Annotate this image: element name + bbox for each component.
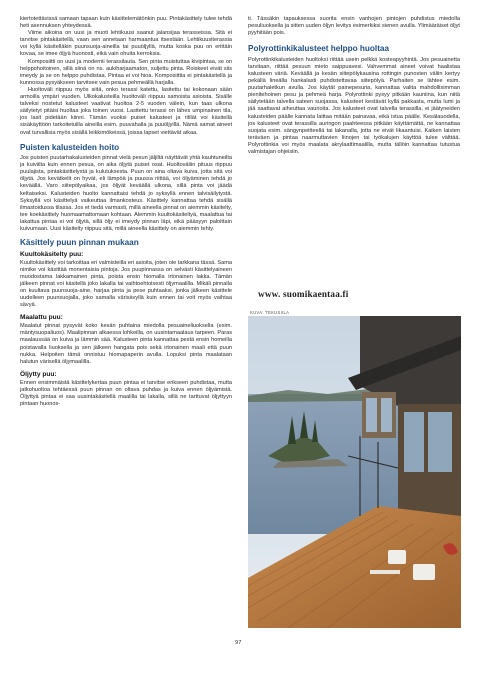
subheading-painted-wood: Maalattu puu:: [20, 314, 63, 322]
terrace-photo: [248, 316, 461, 628]
section-heading-polyrattan: Polyrottinkikalusteet helppo huoltaa: [248, 44, 390, 54]
website-url[interactable]: www. suomikaentaa.fi: [258, 289, 349, 299]
subheading-stained-wood: Kuultokäsitelty puu:: [20, 250, 84, 258]
right-column: [248, 16, 460, 156]
subheading-oiled-wood: Öljytty puu:: [20, 370, 57, 378]
intro-paragraph-3: Komposiitti on uusi ja modernii terassilauta. Sen pinta muistuttaa kivipintaa, se on helppohoitoinen, sillä siinä on ns. aukiharjaamaton, suljettu pinta. Roiskeet eivät siis imeydy ja se on helppo puhdistaa. Pintaa ei voi hioa. Komposiittia ei pintakäsitellä ja kunnossa pysyäkseen tarvitsee vain pesua pehmeällä harjalla.: [20, 58, 232, 86]
body-oiled-wood: Ennen ensimmäistä käsittelykertaa puun pintaa ei tarvitse erikseen puhdistaa, mutta jatkohuoltoa tehtäessä puun pinnan on oltava puhdas ja kuiva ennen öljyämistä. Öljyttyä pintaa ei saa uusintakäsitellä maalilla tai lakalla, sillä ne tarttuvat öljyttyyn pintaan huonos-: [20, 379, 232, 408]
section-body-polyrattan: Polyrottinkikalusteiden huoltoksi riittää usein pelkkä kosteapyyhintä. Jos pesuainetta tarvitaan, riittää pesuun mieto saippuavesi. Vahvemmat aineet voivat haalistaa kalusteen väriä. Keväällä ja kesän siitepölykausina rottingin punosten väliin kertyy pekällä lineälla hankalasti puhdistettavaa siitepölyä. Parhaiten se lähtee esim. puutarhaletkun avulla. Jos käytät painepesuria, kannattaa valita mahdollisimman pienitehoinen pesu ja pehmeä harja. Polyrottinki pysyy pitkään kauniina, kun niitä säilytetään talvella sateen suojassa, kalusteet kestävät kyllä pakkasta, mutta lumi ja jää saattavat aiheuttaa vaurioita. Jos kalusteet ovat talvella terassilla, ei jäätyneiden kalusteiden päälle kannata laittaa mitään painavaa, eikä istua päälle. Kesälauodella, jos kalusteet ovat terassilla auringon paahteessa pitkään käyttämättä, ne kannattaa suojata esim. sängynpeitteellä tai lakanalla, jotta ne eivät likaantuisi. Kaiken laisten teräväen ja pintaa naarmuttavien liinojen tai työkalujen käyttöä tulee välttää. Polyrottinkia voi myös maalata akrylaattimaalilla, mutta tällöin kannattaa tutustua valmistajan ohjeisiin.: [248, 56, 460, 155]
section-heading-treatment-by-surface: Käsittely puun pinnan mukaan: [20, 238, 139, 248]
body-stained-wood: Kuultokäsittely voi tarkoittaa eri valmisteilla eri asioita, joten ole tarkkana tässä. Sama nimike voi käsittää monentaisia pintoja. Jos puupinnassa on selvästi käsittelyaineen muodostama lakkamainen pinta, poista ensin hiomalla irtonainen lakka. Tämän jälkeen pinnat voi käsitellä joko lakalla tai vaihtoehtoisesti öljymaalilla. Mikäli pinnalla on kuultava puunsuoja-aine, harjaa pinta ja pese puhtaaksi, jonka jälkeen käsittele uudelleen puunsuojalla, joko samalla värisävyllä kuin ennen tai voit myös vaihtaa sävyä.: [20, 259, 232, 309]
page-number: 97: [235, 640, 242, 646]
body-painted-wood: Maalatut pinnat pysyvät koko kesän puhtaina miedolla pesuaineliuoksella (esim. mäntysuopaliuos). Maalipinnan alkaessa lohkeilla, on uusintamaalaus tarpeen. Paras maalaussää on kuiva ja lämmin sää. Kalusteen pinta kannattaa pestä ensin homeilla poistavalla liuoksella ja sen jälkeen hangata pois sekä irtonainen maali että puun nukka. Helpoiten tämä onnistuu hiomapaperin avulla. Lopuksi pinta maalataan halutun värisellä öljymaalilla.: [20, 323, 232, 365]
section-heading-furniture-care: Puisten kalusteiden hoito: [20, 142, 120, 152]
intro-paragraph-1: kiertotettävissä samaan tapaan kuin käsittelemätönkin puu. Pintakäsittely tulee tehdä heti asennuksen yhteydessä.: [20, 16, 232, 30]
intro-paragraph-4: Huoltoväli riippuu myös siitä, onko terassi katettu, lasitettu tai kokonaan sään armoilla ympäri vuoden. Ulkokalusteilla huoltoväli riippuu samoista asioista. Sisälle talveksi nostetut kalusteet vaativat huoltoa 2-5 vuoden välein, kun taas ulkona säilytetyt pitäisi huoltaa joka toinen vuosi. Lasitettu terassi on lähes umpinainen tila, jos lasit pidetään kiinni. Tämän vuoksi puiset kalusteet ja ritilät voi käsitellä sisäkäyttöön tarkoitetuilla aineilla esim. puuvahalla ja puuöljyillä. Nämä samat aineet ovat turvallisia myös sisällä leikkimökeissä, joissa lapset viettävät aikaa.: [20, 86, 232, 136]
left-column: [20, 16, 232, 408]
section-body-furniture-care: Jos puisten puutarhakalusteiden pinnat vielä pesun jäljiltä näyttävät yhtä kauhtuneilta ja kuiviilta kuin ennen pesua, on aika öljytä puiset osat. Huoltoväliin pituus riippuu puulajista, pintakäsittelystä ja kulutuksesta. Puun on aina oltava kuiva, jotta sitä voi öljytä. Jos kevätkelit on hyvät, eli lämpöä ja puussa riittää, voi öljyäminen tehdä jo keväällä. Varo siitepölyaikaa, jos öljyät keväällä ulkona, sillä pinta voi jäädä keltaiseksi. Kalusteiden huolto kannattaisi tehdä jo syksyllä ennen talvisäilytystä. Syksyllä voi käsittelyä vaikeuttaa ilmankosteus. Käsittely kannattaa tehdä sisällä ilmastoidussa tilassa. Jos et tiedä varmasti, millä aineella pinnat on aiemmin käsitelty, tee koekäsittely huomaamattomaan kohtaan. Alemmin kuultokäsiteltyä, maalattua tai lakattua pintaa ei voi öljytä, sillä öljy ei imeydy pinnan läpi, eikä pääsyyn paloittain kuivumaan. Uusi käsitelty riippuu sitä, millä aineella käsittely on aiemmin tehty.: [20, 155, 232, 233]
photo-credit: KUVA: TEKUSIILA: [250, 310, 290, 315]
terrace-lake-illustration: [248, 316, 461, 628]
right-intro-paragraph: ti. Tässäkin tapauksessa suorita ensin vanhojen pintojen puhdistus miedolla pesuliuoksella ja sitten uuden öljyn levitys esimerkiksi sienen avulla. Ylimääräiset öljyt pyyhitään pois.: [248, 16, 460, 37]
intro-paragraph-2: Viime aikoina on uusi ja muoti lehtikuusi saanut jalansijaa terasseissa. Sitä ei tarvitse pintakäsitellä, vaan sen annetaan harmaantua itsestään. Lehtikuusiterassia voi kyllä käsitelläkin puunsuoja-aineilla tai puuöljyllä, mutta koska puu on erittäin kovaa, se imee öljyä huonosti, eikä vain ohuita kerroksia.: [20, 30, 232, 58]
